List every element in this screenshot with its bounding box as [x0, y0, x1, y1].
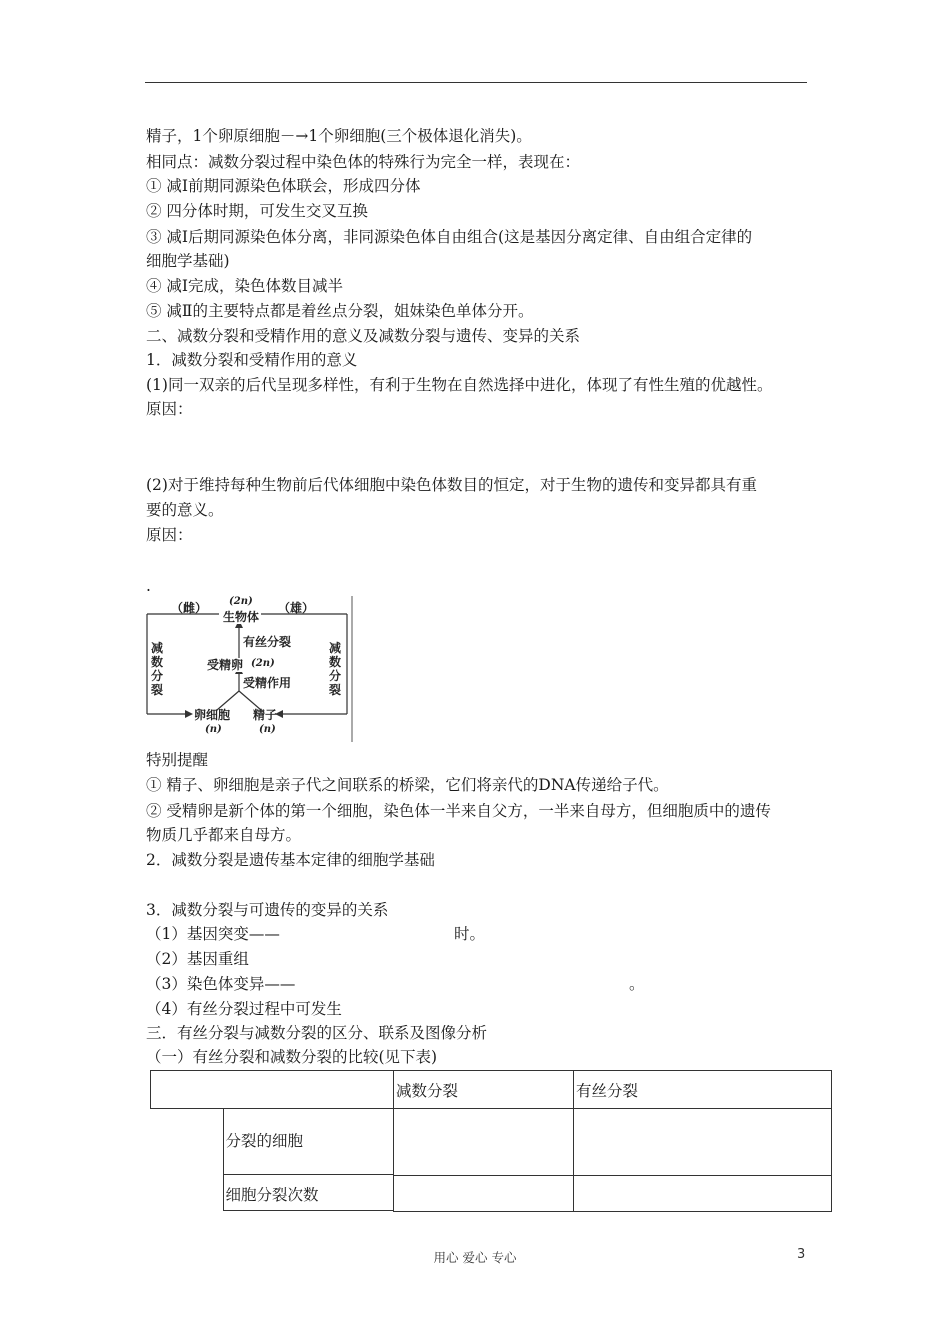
female-label: （雌） — [171, 601, 208, 615]
header-rule — [145, 82, 807, 83]
zygote-label: 受精卵 — [207, 658, 244, 672]
text-line: （4）有丝分裂过程中可发生 — [146, 1000, 342, 1018]
sperm-label: 精子 — [253, 708, 278, 722]
meiosis-left-label: 减数分裂 — [151, 641, 164, 697]
table-row-label: 分裂的细胞 — [223, 1109, 394, 1175]
text-line: ② 四分体时期，可发生交叉互换 — [146, 202, 368, 220]
text-line: ① 减Ⅰ前期同源染色体联会，形成四分体 — [146, 177, 421, 195]
ploidy-label: (2n) — [229, 596, 253, 607]
text-line: （一）有丝分裂和减数分裂的比较(见下表) — [146, 1048, 438, 1066]
table-cell — [394, 1109, 574, 1176]
table-header-cell — [151, 1071, 394, 1109]
zygote-ploidy-label: (2n) — [251, 658, 275, 669]
egg-label: 卵细胞 — [194, 708, 231, 722]
text-line: 要的意义。 — [146, 501, 224, 519]
text-line: ③ 减Ⅰ后期同源染色体分离，非同源染色体自由组合(这是基因分离定律、自由组合定律的 — [146, 228, 753, 246]
sperm-ploidy-label: (n) — [259, 724, 276, 735]
text-line: （2）基因重组 — [146, 950, 249, 968]
table-cell — [574, 1109, 832, 1176]
text-line: ② 受精卵是新个体的第一个细胞，染色体一半来自父方，一半来自母方，但细胞质中的遗传 — [146, 802, 771, 820]
table-row-label-cell — [151, 1175, 394, 1211]
page-number: 3 — [797, 1247, 806, 1262]
mitosis-label: 有丝分裂 — [243, 635, 292, 649]
table-header-row — [151, 1071, 832, 1109]
subsection-heading: 3．减数分裂与可遗传的变异的关系 — [146, 901, 389, 919]
text-line: 原因： — [146, 400, 193, 418]
text-line: 精子，1个卵原细胞－→1个卵细胞(三个极体退化消失)。 — [146, 127, 532, 145]
text-line: ① 精子、卵细胞是亲子代之间联系的桥梁，它们将亲代的DNA传递给子代。 — [146, 776, 669, 794]
organism-label: 生物体 — [223, 610, 260, 624]
text-line: (1)同一双亲的后代呈现多样性，有利于生物在自然选择中进化，体现了有性生殖的优越性。 — [146, 376, 773, 394]
text-line: （1）基因突变—— — [146, 925, 280, 943]
table-header-cell: 有丝分裂 — [574, 1071, 832, 1109]
blank-tail: 。 — [629, 975, 645, 993]
text-line: . — [146, 577, 151, 595]
table-header-cell: 减数分裂 — [394, 1071, 574, 1109]
subsection-heading: 1．减数分裂和受精作用的意义 — [146, 351, 358, 369]
meiosis-right-label: 减数分裂 — [329, 641, 342, 697]
section-heading: 三．有丝分裂与减数分裂的区分、联系及图像分析 — [146, 1024, 488, 1042]
table-cell — [394, 1175, 574, 1211]
table-row — [151, 1109, 832, 1176]
table-cell — [574, 1175, 832, 1211]
male-label: （雄） — [278, 601, 315, 615]
text-line: ④ 减Ⅰ完成，染色体数目减半 — [146, 277, 344, 295]
text-line: (2)对于维持每种生物前后代体细胞中染色体数目的恒定，对于生物的遗传和变异都具有重 — [146, 476, 757, 494]
text-line: 相同点：减数分裂过程中染色体的特殊行为完全一样，表现在： — [146, 153, 581, 171]
life-cycle-diagram — [143, 596, 355, 742]
text-line: 原因： — [146, 526, 193, 544]
section-heading: 二、减数分裂和受精作用的意义及减数分裂与遗传、变异的关系 — [146, 327, 581, 345]
text-line: 特别提醒 — [146, 751, 209, 769]
text-line: 细胞学基础) — [146, 252, 230, 270]
egg-ploidy-label: (n) — [205, 724, 222, 735]
fertilization-label: 受精作用 — [243, 676, 292, 690]
table-row-label: 细胞分裂次数 — [223, 1175, 394, 1211]
text-line: 物质几乎都来自母方。 — [146, 826, 302, 844]
blank-tail: 时。 — [454, 925, 486, 943]
table-row-label-cell — [151, 1109, 394, 1176]
subsection-heading: 2．减数分裂是遗传基本定律的细胞学基础 — [146, 851, 435, 869]
comparison-table — [150, 1070, 832, 1212]
text-line: ⑤ 减Ⅱ的主要特点都是着丝点分裂，姐妹染色单体分开。 — [146, 302, 534, 320]
text-line: （3）染色体变异—— — [146, 975, 296, 993]
footer-slogan: 用心 爱心 专心 — [433, 1250, 517, 1265]
table-row — [151, 1175, 832, 1211]
